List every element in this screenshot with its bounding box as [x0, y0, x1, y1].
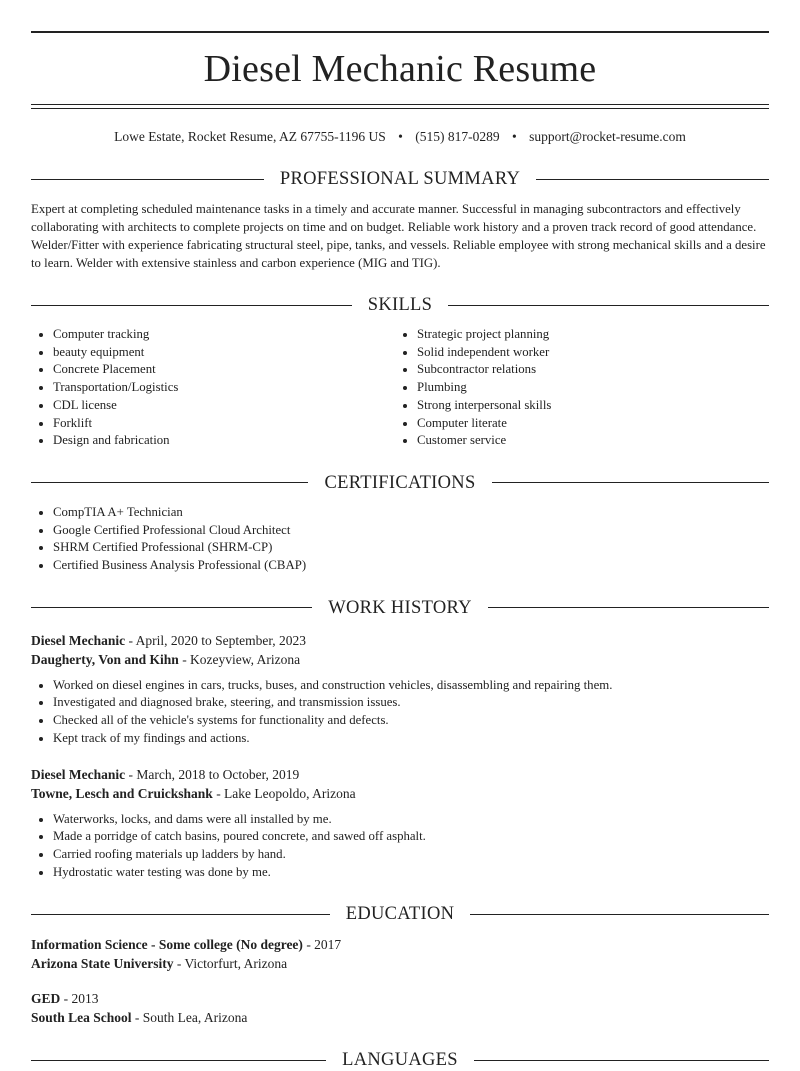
list-item: • beauty equipment [53, 344, 395, 362]
education-degree-line [31, 936, 769, 955]
list-item: • CompTIA A+ Technician [53, 504, 769, 522]
section-rule [470, 914, 769, 915]
education-degree: GED [31, 991, 61, 1007]
section-header-languages [31, 1049, 769, 1071]
list-item: • Concrete Placement [53, 361, 395, 379]
list-item: • Subcontractor relations [417, 361, 759, 379]
education-school-line [31, 1009, 769, 1028]
list-item: • CDL license [53, 397, 395, 415]
job-title: Diesel Mechanic [31, 632, 126, 648]
section-rule [31, 305, 352, 306]
list-item: • Solid independent worker [417, 344, 759, 362]
resume-page [0, 31, 800, 1071]
section-header-certifications [31, 472, 769, 494]
skills-list-right [395, 326, 759, 450]
education-school: Arizona State University [31, 955, 174, 971]
certifications-list [31, 504, 769, 575]
top-rule [31, 31, 769, 33]
section-rule [31, 482, 308, 483]
section-header-skills [31, 294, 769, 316]
section-rule [31, 179, 264, 180]
section-header-summary [31, 168, 769, 190]
education-year: - 2013 [60, 991, 99, 1007]
section-rule [31, 607, 312, 608]
job-title-line [31, 631, 769, 650]
list-item: • Google Certified Professional Cloud Architect [53, 522, 769, 540]
education-location: - South Lea, Arizona [131, 1009, 248, 1025]
list-item: • Plumbing [417, 379, 759, 397]
contact-email[interactable]: support@rocket-resume.com [529, 129, 686, 144]
section-rule [448, 305, 769, 306]
section-rule [492, 482, 769, 483]
contact-address: Lowe Estate, Rocket Resume, AZ 67755-1196 US [114, 129, 386, 144]
list-item: • SHRM Certified Professional (SHRM-CP) [53, 539, 769, 557]
section-rule [474, 1060, 769, 1061]
skills-grid [31, 326, 769, 450]
section-header-work-history [31, 597, 769, 619]
section-header-education [31, 903, 769, 925]
list-item: • Hydrostatic water testing was done by me. [53, 864, 769, 882]
list-item: • Carried roofing materials up ladders by hand. [53, 846, 769, 864]
list-item: • Worked on diesel engines in cars, trucks, buses, and construction vehicles, disassembling and repairing them. [53, 677, 769, 695]
job-location: - Lake Leopoldo, Arizona [212, 785, 356, 801]
job-title-line [31, 765, 769, 784]
job-entry [31, 765, 769, 882]
job-dates: - April, 2020 to September, 2023 [125, 632, 307, 648]
summary-text: Expert at completing scheduled maintenance tasks in a timely and accurate manner. Successful in managing subcontractors and effectively collaborating with architects to complete projects on time and on budget. Reliable work history and a proven track record of good attendance. Welder/Fitter with experience fabricating structural steel, pipe, tanks, and vessels. Reliable employee with strong mechanical skills and a desire to learn. Welder with extensive stainless and carbon experience (MIG and TIG). [31, 202, 766, 270]
job-company-line [31, 784, 769, 803]
section-rule [488, 607, 769, 608]
job-company: Daugherty, Von and Kihn [31, 651, 179, 667]
list-item: • Customer service [417, 432, 759, 450]
resume-title: Diesel Mechanic Resume [203, 48, 597, 90]
job-bullets [31, 811, 769, 882]
list-item: • Kept track of my findings and actions. [53, 730, 769, 748]
title-double-rule [31, 104, 769, 109]
contact-separator: • [398, 129, 403, 144]
section-rule [536, 179, 769, 180]
contact-phone: (515) 817-0289 [415, 129, 500, 144]
list-item: • Made a porridge of catch basins, poured concrete, and sawed off asphalt. [53, 828, 769, 846]
list-item: • Certified Business Analysis Professional (CBAP) [53, 557, 769, 575]
education-entry [31, 990, 769, 1027]
job-entry [31, 631, 769, 748]
job-company-line [31, 650, 769, 669]
education-degree-line [31, 990, 769, 1009]
section-title: WORK HISTORY [328, 597, 472, 618]
skills-column-left [31, 326, 395, 450]
list-item: • Computer literate [417, 415, 759, 433]
job-location: - Kozeyview, Arizona [178, 651, 301, 667]
contact-separator: • [512, 129, 517, 144]
section-title: SKILLS [367, 295, 433, 315]
list-item: • Waterworks, locks, and dams were all installed by me. [53, 811, 769, 829]
education-year: - 2017 [302, 937, 342, 953]
section-title: LANGUAGES [342, 1050, 458, 1071]
section-title: PROFESSIONAL SUMMARY [279, 169, 521, 189]
section-title: EDUCATION [345, 904, 455, 925]
list-item: • Investigated and diagnosed brake, steering, and transmission issues. [53, 694, 769, 712]
list-item: • Design and fabrication [53, 432, 395, 450]
education-entry [31, 936, 769, 973]
section-rule [31, 1060, 326, 1061]
skills-column-right [395, 326, 759, 450]
list-item: • Strong interpersonal skills [417, 397, 759, 415]
education-school: South Lea School [31, 1009, 132, 1025]
job-bullets [31, 677, 769, 748]
list-item: • Checked all of the vehicle's systems for functionality and defects. [53, 712, 769, 730]
skills-list-left [31, 326, 395, 450]
contact-line [31, 128, 769, 146]
education-degree: Information Science - Some college (No degree) [31, 937, 303, 953]
job-title: Diesel Mechanic [31, 766, 126, 782]
list-item: • Transportation/Logistics [53, 379, 395, 397]
section-title: CERTIFICATIONS [324, 472, 476, 493]
job-dates: - March, 2018 to October, 2019 [125, 766, 300, 782]
list-item: • Computer tracking [53, 326, 395, 344]
job-company: Towne, Lesch and Cruickshank [31, 785, 213, 801]
education-location: - Victorfurt, Arizona [173, 955, 288, 971]
education-school-line [31, 955, 769, 974]
section-rule [31, 914, 330, 915]
list-item: • Strategic project planning [417, 326, 759, 344]
list-item: • Forklift [53, 415, 395, 433]
